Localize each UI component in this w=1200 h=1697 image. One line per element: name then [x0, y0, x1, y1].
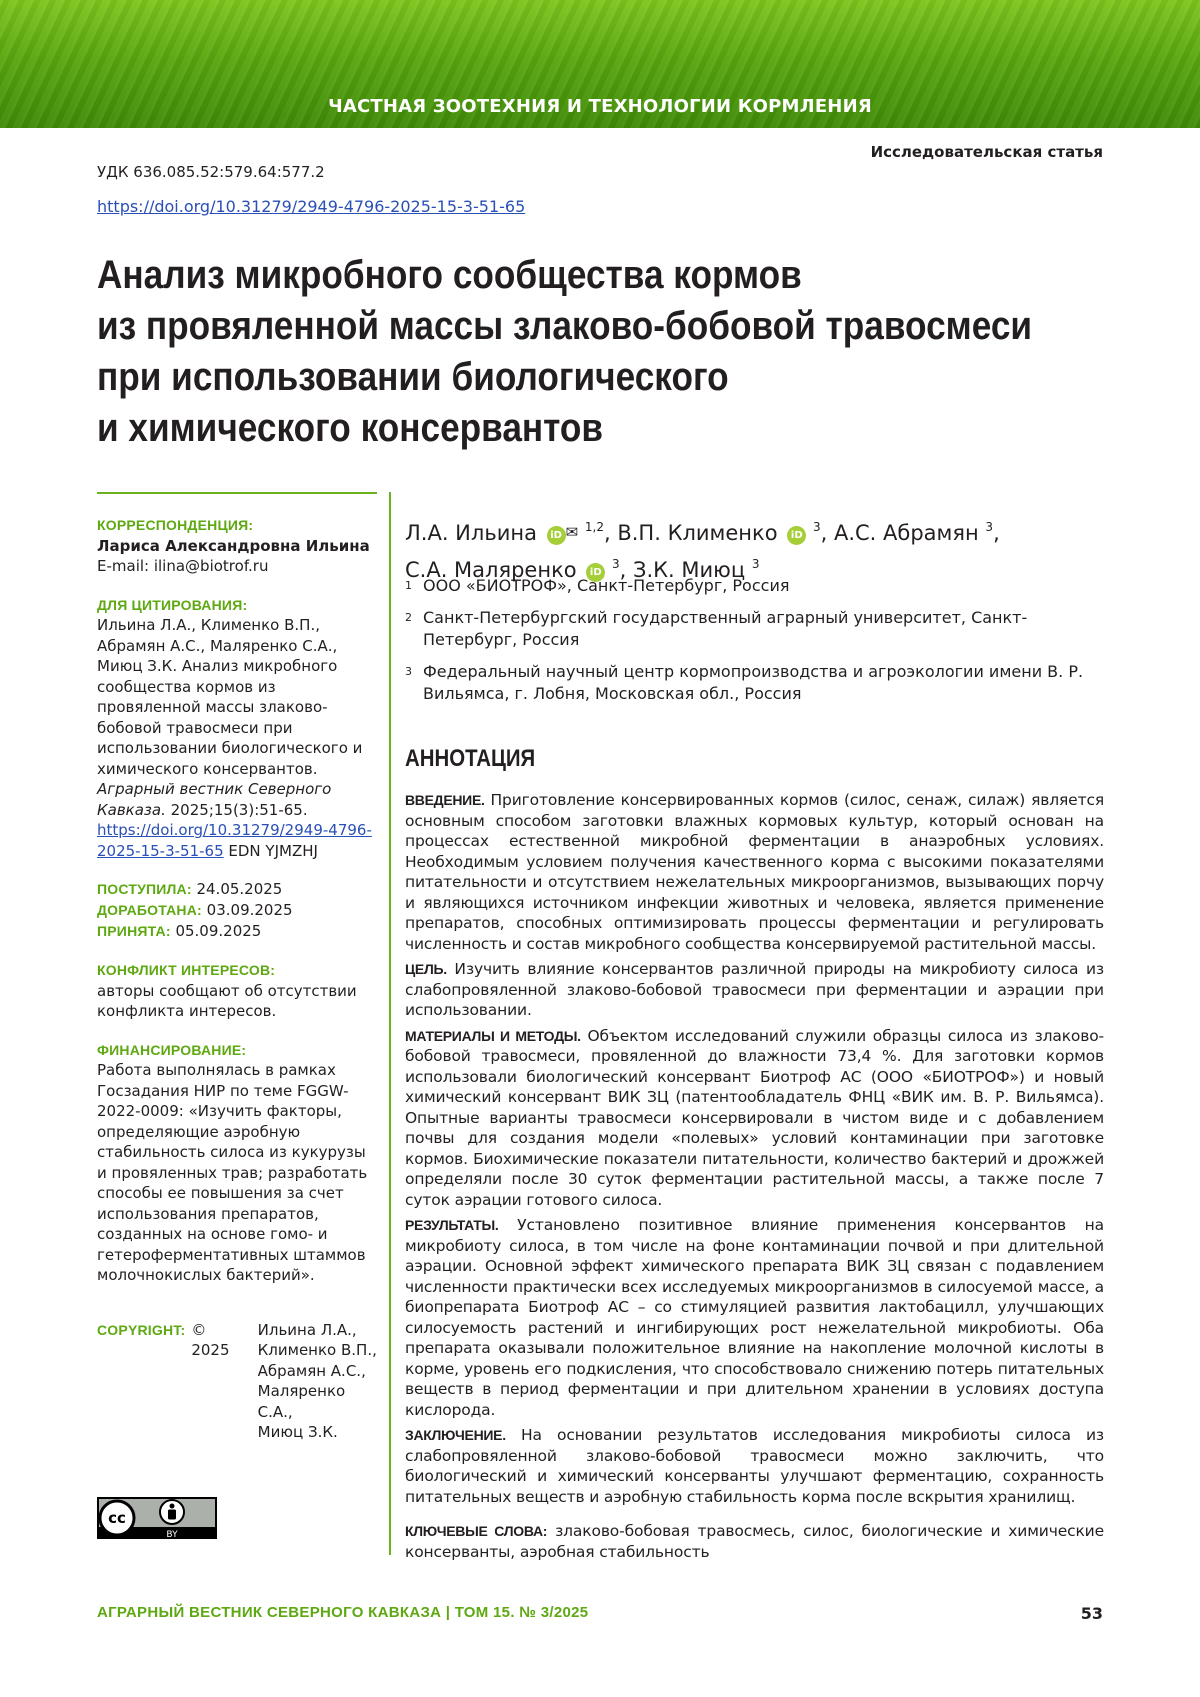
- copyright-names: [258, 1320, 377, 1443]
- funding-block: [97, 1040, 377, 1286]
- results-label: РЕЗУЛЬТАТЫ.: [405, 1217, 499, 1233]
- citation-heading: ДЛЯ ЦИТИРОВАНИЯ:: [97, 596, 248, 613]
- correspondence-block: [97, 515, 377, 577]
- results-text: Установлено позитивное влияние применения консервантов на микробиоту силоса, в том числе на фоне контаминации почвой и при длительной аэрации. Основной эффект химического препарата ВИК ЗЦ связан с подавлением численности практически всех исследуемых микроорганизмов в силосуемой массе, а биопрепарата Биотроф АС – со стимуляцией развития лактобацилл, улучшающих силосуемость растений и ингибирующих рост нежелательной микробиоты. Оба препарата оказывали положительное влияние на накопление молочной кислоты в корме, уровень его подкисления, что способствовало снижению потерь питательных веществ в период ферментации и при длительном хранении в условиях доступа кислорода.: [405, 1216, 1104, 1419]
- abstract-introduction: [405, 790, 1104, 954]
- affiliation-text: Санкт-Петербургский государственный аграрный университет, Санкт-Петербург, Россия: [423, 608, 1028, 649]
- section-title: ЧАСТНАЯ ЗООТЕХНИЯ И ТЕХНОЛОГИИ КОРМЛЕНИЯ: [328, 96, 872, 117]
- section-banner: [0, 0, 1200, 128]
- affiliation-item: [405, 661, 1105, 705]
- received-date: 24.05.2025: [191, 880, 283, 898]
- orcid-icon[interactable]: iD: [787, 526, 806, 545]
- title-line: Анализ микробного сообщества кормов: [97, 253, 802, 297]
- udk-code: УДК 636.085.52:579.64:577.2: [97, 163, 325, 181]
- revised-date: 03.09.2025: [201, 901, 293, 919]
- doi-link[interactable]: https://doi.org/10.31279/2949-4796-2025-15-3-51-65: [97, 197, 526, 216]
- conflict-block: [97, 960, 377, 1022]
- email-envelope-icon[interactable]: ✉: [565, 523, 579, 541]
- copyright-name: Абрамян А.С.,: [257, 1361, 366, 1380]
- orcid-icon[interactable]: iD: [547, 526, 566, 545]
- aim-text: Изучить влияние консервантов различной природы на микробиоту силоса из слабопровяленной злаково-бобовой травосмеси при ферментации и аэрации при использовании.: [405, 960, 1104, 1019]
- abstract-conclusion: [405, 1425, 1104, 1507]
- correspondence-email[interactable]: E-mail: ilina@biotrof.ru: [97, 557, 269, 575]
- article-type: Исследовательская статья: [870, 143, 1103, 161]
- dates-block: [97, 879, 377, 942]
- author-name: А.С. Абрамян: [833, 521, 979, 545]
- conclusion-text: На основании результатов исследования микробиоты силоса из слабопровяленной злаково-бобовой травосмеси можно заключить, что биологический и химический консерванты улучшают ферментацию, сохранность питательных веществ и аэробную стабильность корма после вскрытия хранилищ.: [405, 1426, 1104, 1506]
- keywords-text: злаково-бобовая травосмесь, силос, биологические и химические консерванты, аэробная стабильность: [405, 1522, 1104, 1561]
- abstract-heading: АННОТАЦИЯ: [405, 745, 536, 772]
- copyright-block: [97, 1320, 377, 1443]
- affiliation-item: [405, 607, 1105, 651]
- correspondence-name: Лариса Александровна Ильина: [97, 536, 370, 555]
- accepted-label: ПРИНЯТА:: [97, 923, 171, 939]
- article-title: [97, 250, 1033, 454]
- received-label: ПОСТУПИЛА:: [97, 881, 192, 897]
- author-affil: 3: [751, 557, 760, 571]
- citation-doi-link[interactable]: https://doi.org/10.31279/2949-4796-2025-15-3-51-65: [97, 821, 372, 860]
- cc-mark: cc: [108, 1509, 126, 1527]
- conclusion-label: ЗАКЛЮЧЕНИЕ.: [405, 1427, 506, 1443]
- cc-by-license-icon[interactable]: [97, 1497, 217, 1539]
- by-person-body: [168, 1510, 176, 1520]
- sidebar-top-rule: [97, 492, 377, 494]
- title-line: из провяленной массы злаково-бобовой травосмеси: [97, 304, 1033, 348]
- title-line: при использовании биологического: [97, 355, 729, 399]
- author-list: Л.А. Ильина iD ✉ $^{1,2}$, В.П. Клименко iD $^3$, А.С. Абрамян $^3$, С.А. Маляренко iD $^3$, З.К. Миюц $^3$: [405, 512, 1105, 586]
- author-affil: 3: [611, 557, 620, 571]
- intro-label: ВВЕДЕНИЕ.: [405, 792, 485, 808]
- revised-label: ДОРАБОТАНА:: [97, 902, 202, 918]
- author-name: Л.А. Ильина: [405, 521, 537, 545]
- affiliation-number: 1: [405, 579, 412, 592]
- affiliation-number: 2: [405, 611, 412, 624]
- footer-journal: АГРАРНЫЙ ВЕСТНИК СЕВЕРНОГО КАВКАЗА | ТОМ 15. № 3/2025: [97, 1604, 589, 1621]
- author-name: С.А. Маляренко: [405, 558, 577, 582]
- copyright-name: Маляренко С.А.,: [257, 1382, 346, 1421]
- methods-text: Объектом исследований служили образцы силоса из злаково-бобовой травосмеси, провяленной до влажности 73,4 %. Для заготовки кормов использовали биологический консервант Биотроф АС (ООО «БИОТРОФ») и новый химический консервант ВИК ЗЦ (патентообладатель ФНЦ «ВИК им. В. Р. Вильямса). Опытные варианты травосмеси консервировали в чистом виде и с добавлением почвы для создания модели «полевых» условий контаминации при заготовке кормов. Биохимические показатели питательности, количество бактерий и дрожжей определяли после 30 суток ферментации растительной массы, а также после 7 суток аэрации готового силоса.: [405, 1026, 1104, 1209]
- copyright-name: Миюц З.К.: [257, 1423, 338, 1441]
- copyright-name: Ильина Л.А.,: [257, 1320, 357, 1339]
- affiliation-item: [405, 575, 1105, 597]
- accepted-date: 05.09.2025: [170, 922, 262, 940]
- by-mark: BY: [166, 1530, 178, 1539]
- orcid-icon[interactable]: iD: [586, 563, 605, 582]
- author-affil: 3: [985, 520, 994, 534]
- abstract-keywords: [405, 1521, 1104, 1562]
- citation-body: Ильина Л.А., Клименко В.П., Абрамян А.С., Маляренко С.А., Миюц З.К. Анализ микробного сообщества кормов из провяленной массы злаково-бобовой травосмеси при использовании биологического и химического консервантов.: [97, 616, 363, 778]
- author-name: З.К. Миюц: [632, 558, 746, 582]
- abstract-methods: [405, 1026, 1104, 1211]
- author-name: В.П. Клименко: [617, 521, 778, 545]
- funding-heading: ФИНАНСИРОВАНИЕ:: [97, 1041, 247, 1058]
- by-person-head: [170, 1504, 175, 1509]
- column-divider: [389, 492, 391, 1555]
- citation-volume: 2025;15(3):51-65.: [165, 800, 308, 819]
- abstract-aim: [405, 959, 1104, 1021]
- sidebar: [97, 515, 377, 1443]
- conflict-text: авторы сообщают об отсутствии конфликта интересов.: [97, 981, 357, 1020]
- funding-text: Работа выполнялась в рамках Госзадания НИР по теме FGGW-2022-0009: «Изучить факторы, определяющие аэробную стабильность силоса из кукурузы и провяленных трав; разработать способы ее повышения за счет использования препаратов, созданных на основе гомо- и гетероферментативных штаммов молочнокислых бактерий».: [97, 1061, 368, 1284]
- correspondence-heading: КОРРЕСПОНДЕНЦИЯ:: [97, 517, 254, 533]
- intro-text: Приготовление консервированных кормов (силос, сенаж, силаж) является основным способом заготовки влажных кормовых культур, который основан на процессах естественной микробной ферментации в анаэробных условиях. Необходимым условием получения качественного корма с высокими показателями питательности и отсутствием нежелательных микроорганизмов, вызывающих порчу и являющихся источником инфекции животных и человека, является применение препаратов, способных оптимизировать процессы ферментации и регулировать численность и состав микробного сообщества консервируемой растительной массы.: [405, 791, 1104, 953]
- citation-block: [97, 595, 377, 862]
- abstract-results: [405, 1215, 1104, 1420]
- affiliations: [405, 575, 1105, 715]
- title-line: и химического консервантов: [97, 406, 604, 450]
- methods-label: МАТЕРИАЛЫ И МЕТОДЫ.: [405, 1027, 581, 1044]
- copyright-name: Клименко В.П.,: [257, 1341, 377, 1359]
- copyright-heading: COPYRIGHT:: [97, 1321, 186, 1338]
- affiliation-text: ООО «БИОТРОФ», Санкт-Петербург, Россия: [423, 576, 790, 595]
- citation-text: [97, 615, 377, 861]
- author-affil: 3: [812, 520, 821, 534]
- keywords-label: КЛЮЧЕВЫЕ СЛОВА:: [405, 1523, 548, 1539]
- author-affil: 1,2: [584, 520, 604, 534]
- conflict-heading: КОНФЛИКТ ИНТЕРЕСОВ:: [97, 962, 276, 978]
- citation-journal: Аграрный вестник Северного Кавказа.: [97, 780, 332, 819]
- copyright-year: © 2025: [191, 1320, 230, 1359]
- aim-label: ЦЕЛЬ.: [405, 961, 447, 977]
- abstract-body: [405, 790, 1104, 1567]
- page-number: 53: [1080, 1604, 1103, 1623]
- affiliation-text: Федеральный научный центр кормопроизводства и агроэкологии имени В. Р. Вильямса, г. Лобня, Московская обл., Россия: [423, 662, 1084, 703]
- affiliation-number: 3: [405, 665, 412, 678]
- citation-edn: EDN YJMZHJ: [223, 841, 318, 860]
